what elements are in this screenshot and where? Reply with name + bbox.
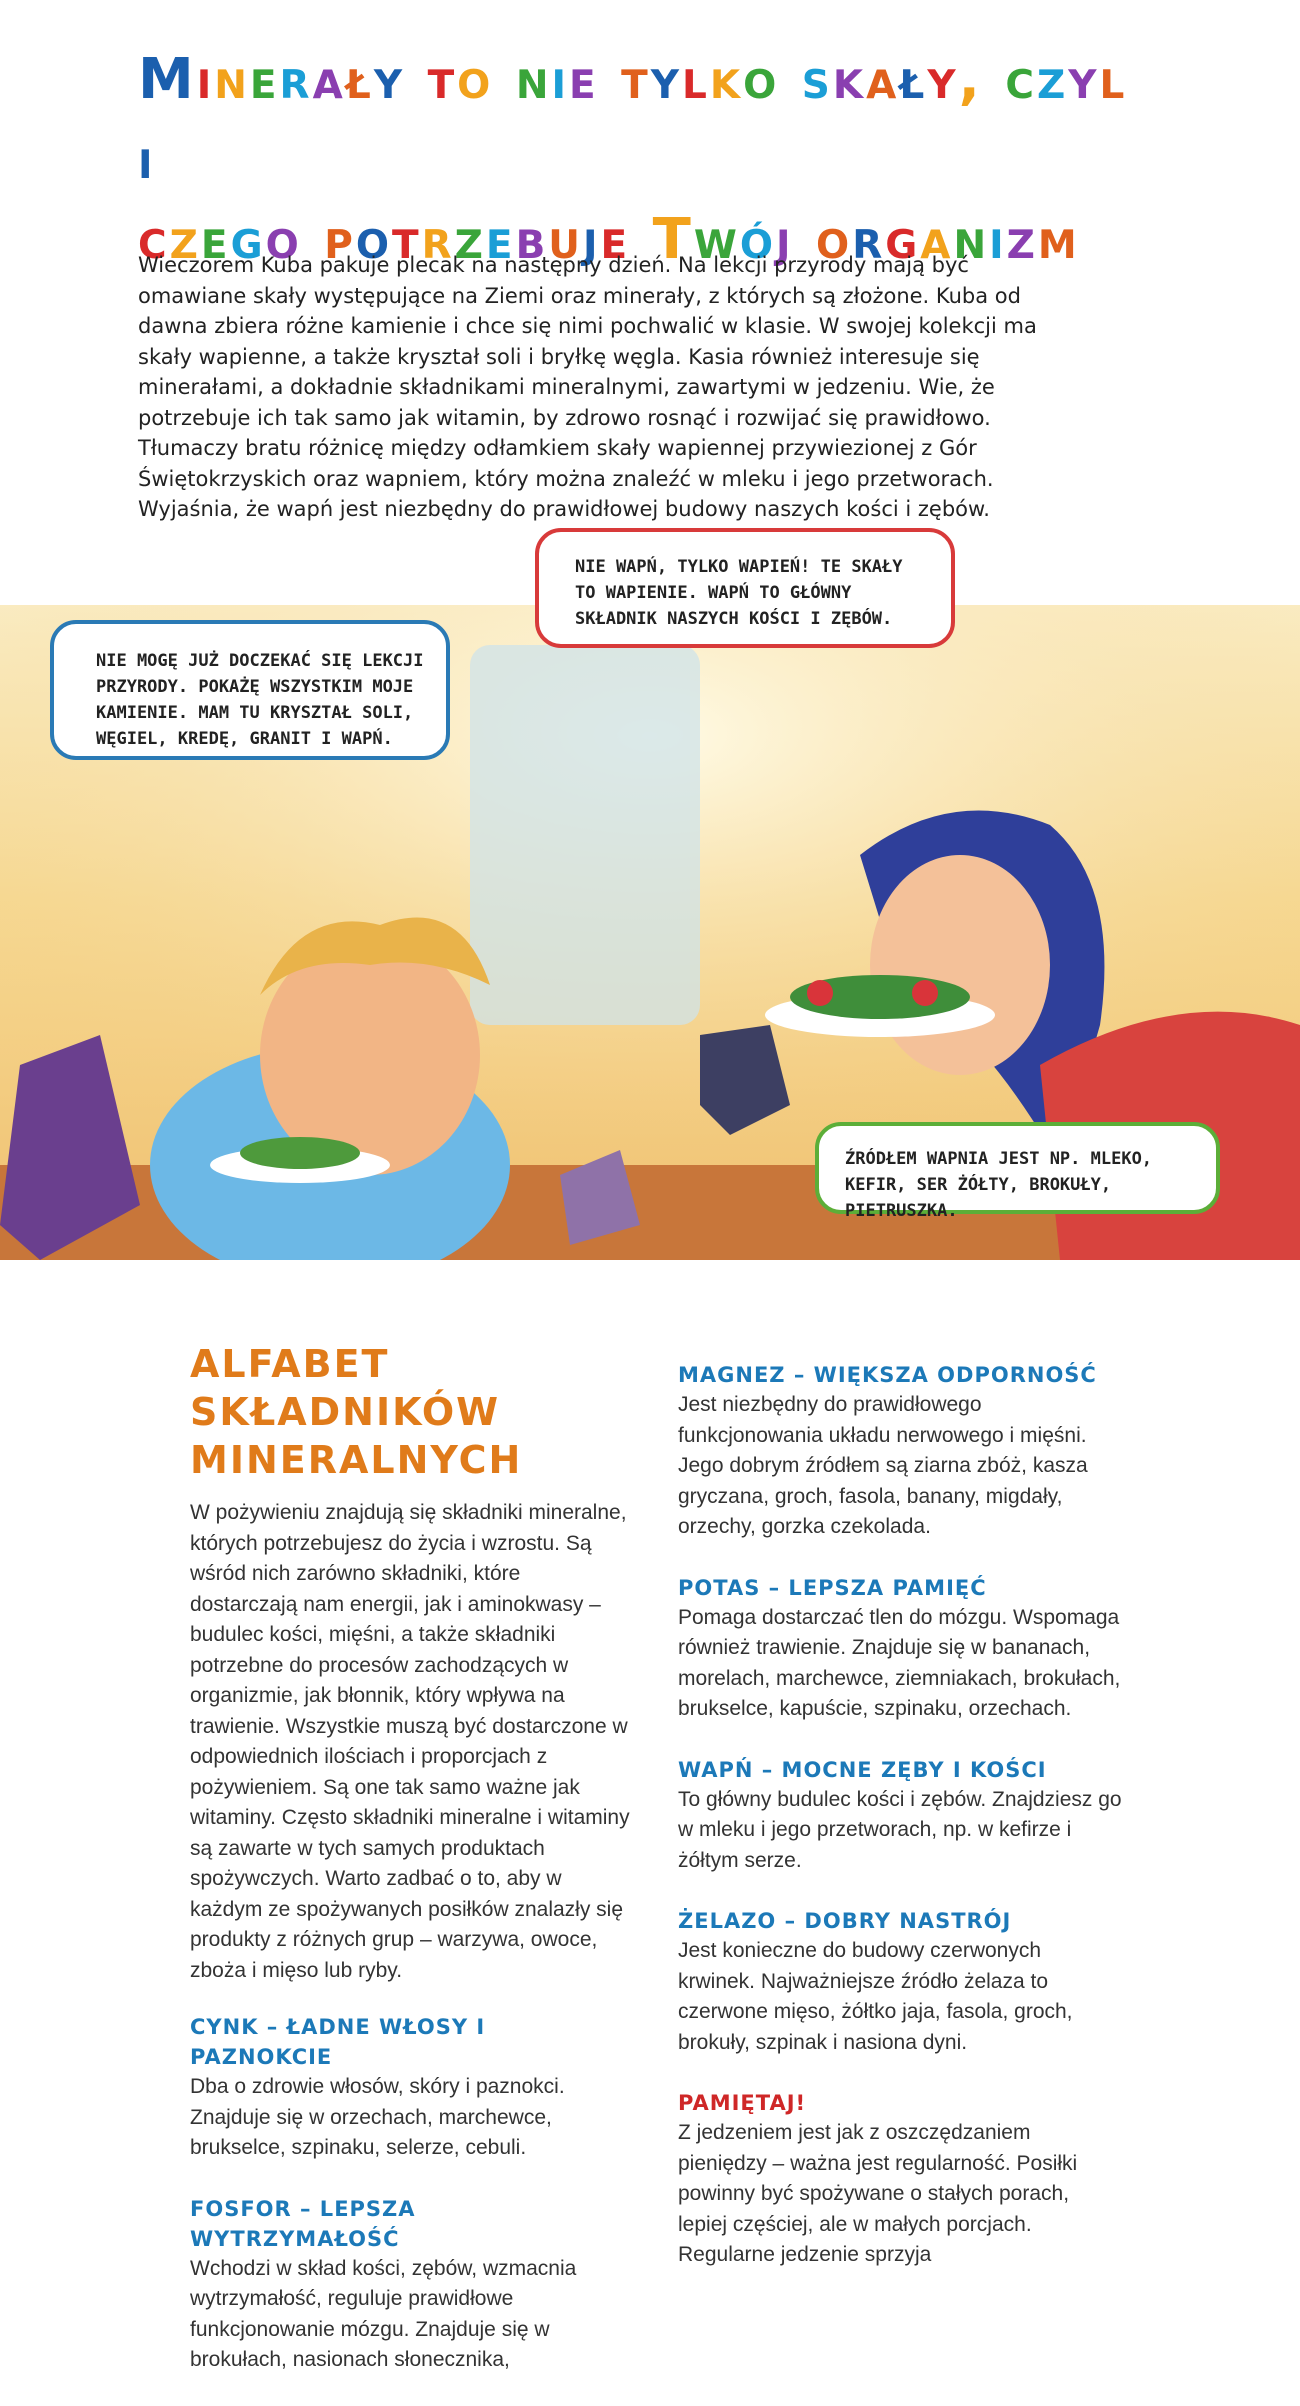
info-bubble-calcium: ŹRÓDŁEM WAPNIA JEST NP. MLEKO, KEFIR, SER ŻÓŁTY, BROKUŁY, PIETRUSZKA. <box>815 1122 1220 1214</box>
title-letter: j <box>776 207 794 272</box>
section-heading-calcium: WAPŃ – MOCNE ZĘBY I KOŚCI <box>678 1757 1047 1782</box>
title-letter: g <box>885 207 921 272</box>
section-heading-phosphorus: FOSFOR – LEPSZA WYTRZYMAŁOŚĆ <box>190 2196 416 2251</box>
title-letter: a <box>920 207 954 272</box>
title-letter: o <box>265 207 302 272</box>
section-heading-iron: ŻELAZO – DOBRY NASTRÓJ <box>678 1909 1012 1933</box>
title-letter: m <box>1037 207 1080 272</box>
title-letter: t <box>391 207 422 272</box>
title-letter: a <box>312 47 346 112</box>
title-letter: s <box>801 47 833 112</box>
title-letter: o <box>355 207 392 272</box>
alphabet-intro: W pożywieniu znajdują się składniki mineralne, których potrzebujesz do życia i wzrostu. Są wśród nich zarówno składniki, które dostarczają nam energii, jak i aminokwasy – budulec kości, mięśni, a także składniki potrzebne do procesów zachodzących w organizmie, jak błonnik, który wpływa na trawienie. Wszystkie muszą być dostarczone w odpowiednich ilościach i proporcjach z pożywieniem. Są one tak samo ważne jak witaminy. Często składniki mineralne i witaminy są zawarte w tych samych produktach spożywczych. Warto zadbać o to, aby w każdym ze spożywanych posiłków znalazły się produkty z różnych grup – warzywa, owoce, zboża i mięso lub ryby. <box>190 1501 630 1982</box>
title-letter: y <box>373 47 406 112</box>
title-letter: k <box>832 47 867 112</box>
title-letter: y <box>1068 47 1100 112</box>
title-letter <box>405 40 428 120</box>
alphabet-heading: ALFABET SKŁADNIKÓW MINERALNYCH <box>190 1342 523 1482</box>
title-letter: n <box>214 47 250 112</box>
left-column <box>190 1340 630 2406</box>
speech-bubble-kasia: NIE WAPŃ, TYLKO WAPIEŃ! TE SKAŁY TO WAPIENIE. WAPŃ TO GŁÓWNY SKŁADNIK NASZYCH KOŚCI I ZĘBÓW. <box>535 528 955 648</box>
title-letter <box>599 40 622 120</box>
title-letter: t <box>621 47 651 112</box>
title-letter: w <box>693 207 740 272</box>
section-text-magnesium: Jest niezbędny do prawidłowego funkcjonowania układu nerwowego i mięśni. Jego dobrym źródłem są ziarna zbóż, kasza gryczana, groch, fasola, banany, migdały, orzechy, gorzka czekolada. <box>678 1393 1088 1538</box>
title-letter: y <box>927 47 959 112</box>
section-text-potassium: Pomaga dostarczać tlen do mózgu. Wspomaga również trawienie. Znajduje się w bananach, morelach, marchewce, ziemniakach, brokułach, brukselce, kapuście, szpinaku, orzechach. <box>678 1605 1121 1720</box>
section-text-zinc: Dba o zdrowie włosów, skóry i paznokci. Znajduje się w orzechach, marchewce, brukselce, szpinaku, selerze, cebuli. <box>190 2075 565 2159</box>
title-letter: e <box>485 207 516 272</box>
title-letter: j <box>582 207 601 272</box>
boy-broccoli <box>240 1137 360 1169</box>
title-letter: e <box>249 47 280 112</box>
title-letter: n <box>515 47 552 112</box>
title-letter: e <box>600 207 631 272</box>
title-letter: o <box>457 47 494 112</box>
title-letter: ł <box>899 47 928 112</box>
title-letter: z <box>1006 207 1038 272</box>
title-letter: r <box>421 207 455 272</box>
title-letter: r <box>852 207 886 272</box>
story-intro: Wieczorem Kuba pakuje plecak na następny dzień. Na lekcji przyrody mają być omawiane skały występujące na Ziemi oraz minerały, z których są złożone. Kuba od dawna zbiera różne kamienie i chce się nimi pochwalić w klasie. W swojej kolekcji ma skały wapienne, a także kryształ soli i bryłkę węgla. Kasia również interesuje się minerałami, a dokładnie składnikami mineralnymi, zawartymi w jedzeniu. Wie, że potrzebuje ich tak samo jak witamin, by zdrowo rosnąć i rozwijać się prawidłowo. Tłumaczy bratu różnicę między odłamkiem skały wapiennej przywiezionej z Gór Świętokrzyskich oraz wapniem, który można znaleźć w mleku i jego przetworach. Wyjaśnia, że wapń jest niezbędny do prawidłowej budowy naszych kości i zębów. <box>138 253 1037 521</box>
section-heading-magnesium: MAGNEZ – WIĘKSZA ODPORNOŚĆ <box>678 1363 1097 1387</box>
title-letter: z <box>1036 47 1069 112</box>
title-letter: n <box>953 207 990 272</box>
right-column <box>678 1360 1123 2301</box>
title-letter: b <box>515 207 549 272</box>
title-letter: u <box>548 207 583 272</box>
title-letter: p <box>324 207 356 272</box>
section-text-phosphorus: Wchodzi w skład kości, zębów, wzmacnia wytrzymałość, reguluje prawidłowe funkcjonowanie mózgu. Znajduje się w brokułach, nasionach słonecznika, <box>190 2256 577 2371</box>
title-letter: r <box>279 47 313 112</box>
title-letter: i <box>138 127 156 192</box>
section-heading-zinc: CYNK – ŁADNE WŁOSY I PAZNOKCIE <box>190 2015 486 2069</box>
title-letter: l <box>1099 47 1128 112</box>
remember-heading: PAMIĘTAJ! <box>678 2091 807 2115</box>
girl-face <box>870 855 1050 1075</box>
title-letter: ł <box>345 47 374 112</box>
title-letter: y <box>650 47 682 112</box>
page-title <box>138 40 1138 280</box>
title-letter: k <box>709 47 744 112</box>
window-shape <box>470 645 700 1025</box>
remember-text: Z jedzeniem jest jak z oszczędzaniem pieniędzy – ważna jest regularność. Posiłki powinny być spożywane o stałych porach, lepiej częściej, ale w małych porcjach. Regularne jedzenie sprzyja <box>678 2121 1078 2266</box>
title-letter: t <box>427 47 458 112</box>
tomato-2 <box>912 980 938 1006</box>
section-heading-potassium: POTAS – LEPSZA PAMIĘĆ <box>678 1575 987 1600</box>
title-letter: z <box>169 207 201 272</box>
title-letter: a <box>866 47 900 112</box>
section-text-iron: Jest konieczne do budowy czerwonych krwinek. Najważniejsze źródło żelaza to czerwone mięso, żółtko jaja, fasola, groch, brokuły, szpinak i nasiona dyni. <box>678 1939 1073 2054</box>
tomato-1 <box>807 980 833 1006</box>
title-letter: i <box>196 47 215 112</box>
title-letter: T <box>652 207 694 272</box>
section-text-calcium: To główny budulec kości i zębów. Znajdziesz go w mleku i jego przetworach, np. w kefirze i żółtym serze. <box>678 1787 1122 1872</box>
title-letter: M <box>138 47 197 112</box>
title-letter: o <box>816 207 853 272</box>
title-letter: i <box>551 47 569 112</box>
title-letter: , <box>958 47 983 112</box>
title-letter <box>779 40 802 120</box>
title-letter: c <box>138 207 170 272</box>
title-letter: c <box>1005 47 1037 112</box>
title-letter: l <box>682 47 710 112</box>
speech-bubble-kuba: NIE MOGĘ JUŻ DOCZEKAĆ SIĘ LEKCJI PRZYRODY. POKAŻĘ WSZYSTKIM MOJE KAMIENIE. MAM TU KRYSZTAŁ SOLI, WĘGIEL, KREDĘ, GRANIT I WAPŃ. <box>50 620 450 760</box>
title-letter <box>983 40 1006 120</box>
page-title-line-1 <box>138 40 1138 200</box>
title-letter: ó <box>739 207 777 272</box>
title-letter: g <box>230 207 266 272</box>
title-letter: e <box>568 47 599 112</box>
title-letter <box>493 40 516 120</box>
title-letter: z <box>454 207 486 272</box>
title-letter: o <box>743 47 780 112</box>
title-letter: e <box>200 207 231 272</box>
title-letter: i <box>989 207 1007 272</box>
